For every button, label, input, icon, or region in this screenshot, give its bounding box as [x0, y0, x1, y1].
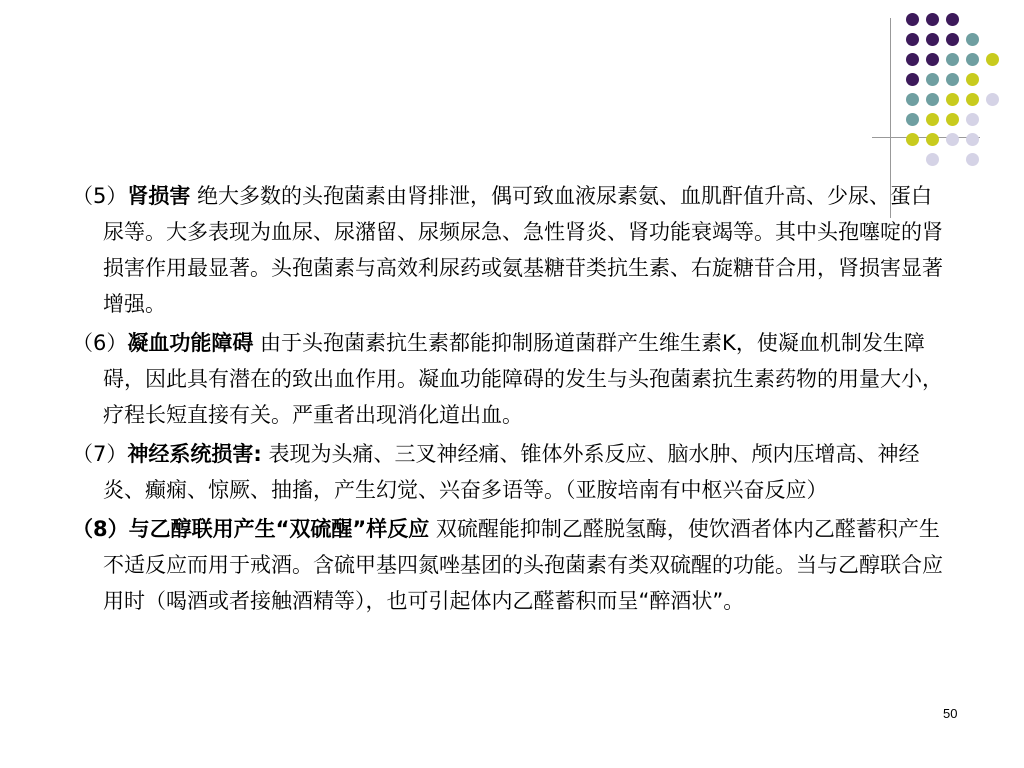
paragraph-body: 由于头孢菌素抗生素都能抑制肠道菌群产生维生素K，使凝血机制发生障碍，因此具有潜在的致出血作用。凝血功能障碍的发生与头孢菌素抗生素药物的用量大小，疗程长短直接有关。严重者出现消化道出血。	[103, 331, 943, 427]
decorative-dot	[946, 113, 959, 126]
decorative-dot	[966, 53, 979, 66]
decorative-dot	[946, 73, 959, 86]
decorative-dot	[926, 13, 939, 26]
slide-content	[72, 178, 952, 622]
decorative-dot	[966, 73, 979, 86]
paragraph-body: 绝大多数的头孢菌素由肾排泄，偶可致血液尿素氨、血肌酐值升高、少尿、蛋白尿等。大多表现为血尿、尿潴留、尿频尿急、急性肾炎、肾功能衰竭等。其中头孢噻啶的肾损害作用最显著。头孢菌素与高效利尿药或氨基糖苷类抗生素、右旋糖苷合用，肾损害显著增强。	[103, 184, 943, 316]
paragraph-body: 表现为头痛、三叉神经痛、锥体外系反应、脑水肿、颅内压增高、神经炎、癫痫、惊厥、抽搐，产生幻觉、兴奋多语等。（亚胺培南有中枢兴奋反应）	[103, 442, 920, 502]
paragraph-number: （8）	[72, 517, 129, 541]
decorative-dot	[966, 93, 979, 106]
paragraph-body: 双硫醒能抑制乙醛脱氢酶，使饮酒者体内乙醛蓄积产生不适反应而用于戒酒。含硫甲基四氮唑基团的头孢菌素有类双硫醒的功能。当与乙醇联合应用时（喝酒或者接触酒精等），也可引起体内乙醛蓄积而呈“醉酒状”。	[103, 517, 943, 613]
paragraph-heading: 肾损害	[127, 184, 191, 208]
decorative-dot	[926, 73, 939, 86]
decorative-dot	[906, 73, 919, 86]
paragraph-heading: 与乙醇联用产生“双硫醒”样反应	[128, 517, 430, 541]
decorative-dot	[906, 13, 919, 26]
decorative-dot	[926, 113, 939, 126]
decorative-dot	[966, 33, 979, 46]
decorative-dot	[906, 33, 919, 46]
decorative-dot	[946, 53, 959, 66]
paragraph-disulfiram-reaction	[72, 511, 952, 619]
paragraph-number: （6）	[72, 331, 128, 355]
decorative-dot	[926, 93, 939, 106]
decorative-dot	[906, 53, 919, 66]
decorative-dot	[946, 33, 959, 46]
paragraph-kidney-damage	[72, 178, 952, 322]
paragraph-nervous-system	[72, 436, 952, 508]
paragraph-heading: 凝血功能障碍	[127, 331, 254, 355]
decorative-dot	[986, 53, 999, 66]
decorative-dot-grid	[906, 13, 1018, 167]
decorative-dot	[926, 33, 939, 46]
decorative-dot	[906, 133, 919, 146]
paragraph-heading: 神经系统损害:	[127, 442, 262, 466]
paragraph-number: （7）	[72, 442, 128, 466]
decorative-dot	[966, 113, 979, 126]
decorative-dot	[926, 53, 939, 66]
paragraph-number: （5）	[72, 184, 128, 208]
decorative-dot	[926, 153, 939, 166]
decorative-dot	[966, 153, 979, 166]
decorative-dot	[946, 93, 959, 106]
decorative-dot	[946, 133, 959, 146]
decorative-dot	[966, 133, 979, 146]
decorative-dot	[926, 133, 939, 146]
decorative-dot	[986, 93, 999, 106]
decorative-dot	[906, 113, 919, 126]
page-number: 50	[943, 706, 958, 721]
decorative-dot	[906, 93, 919, 106]
paragraph-coagulation	[72, 325, 952, 433]
decorative-dot	[946, 13, 959, 26]
